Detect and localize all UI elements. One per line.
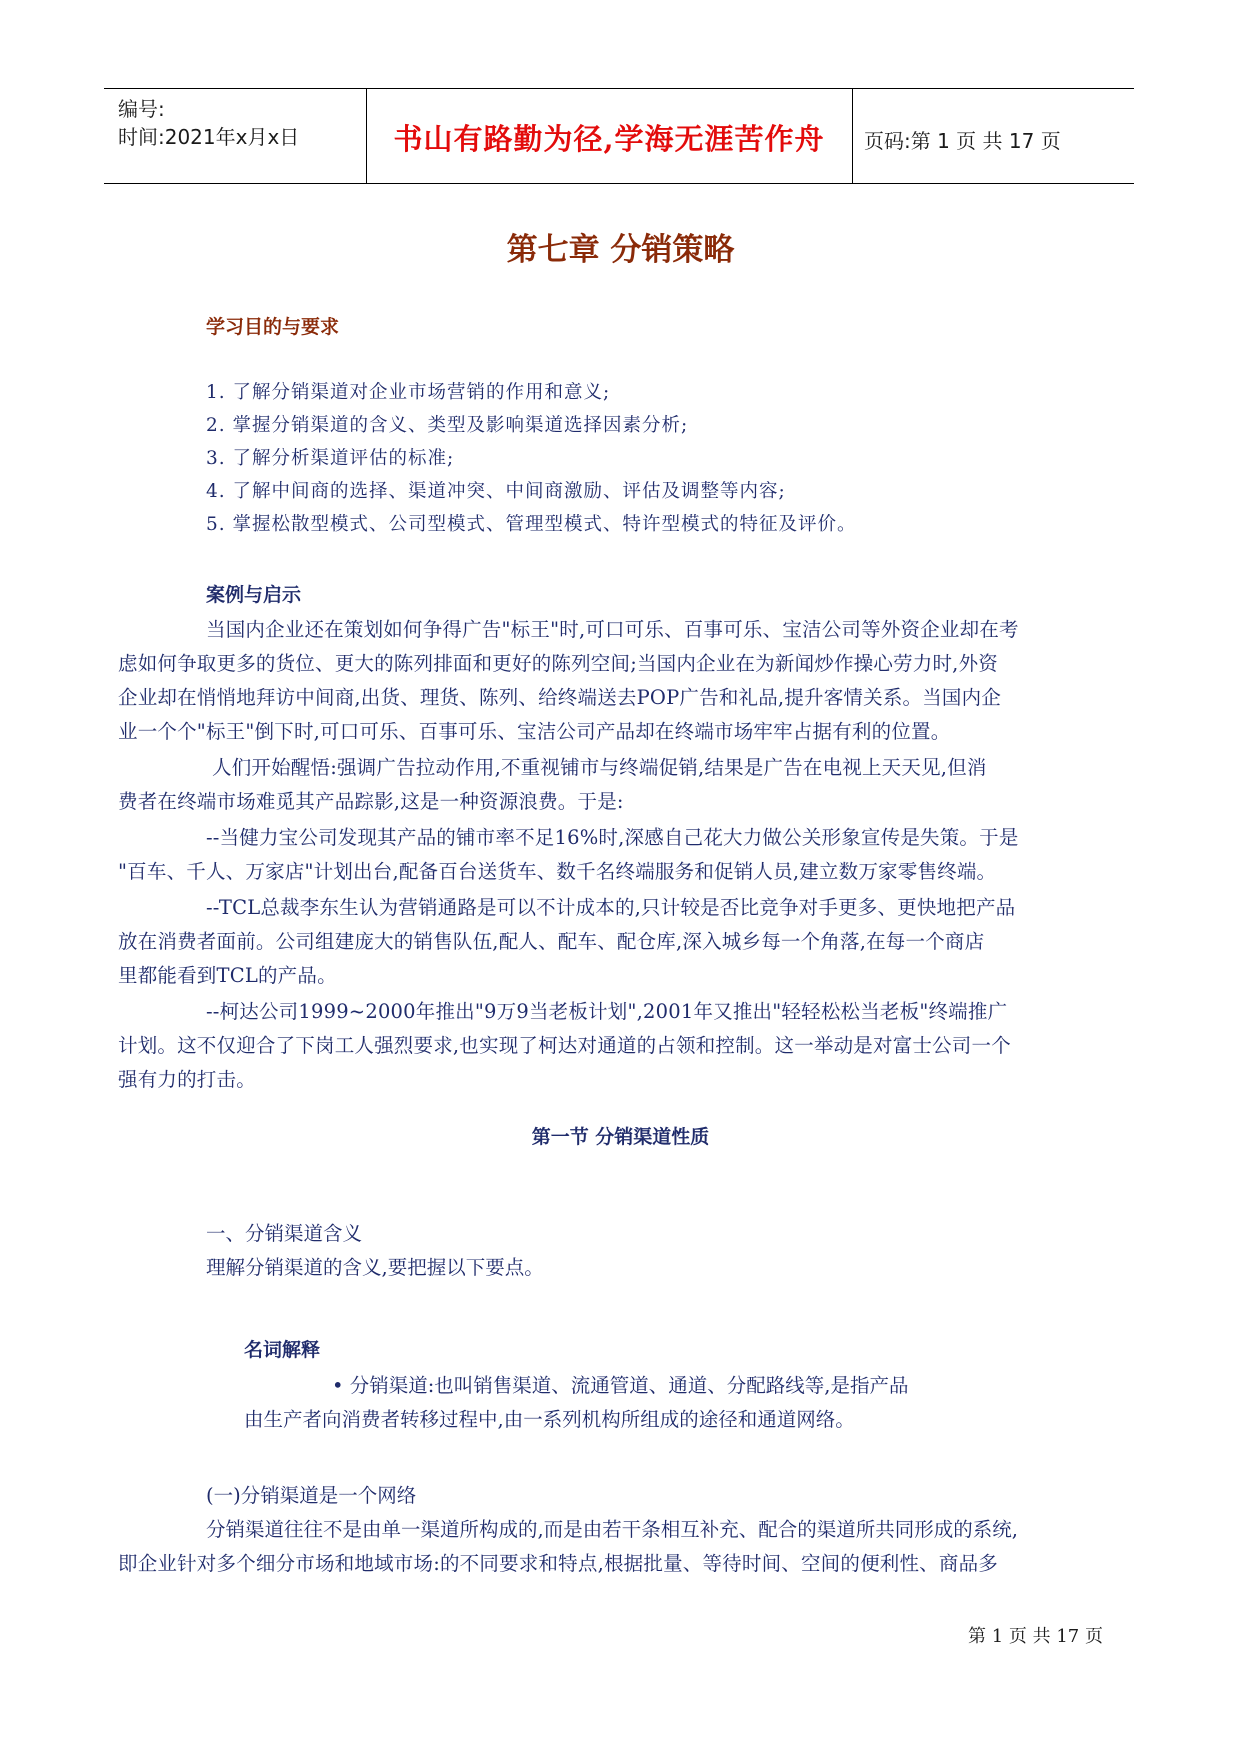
- subsection-heading: (一)分销渠道是一个网络: [206, 1484, 417, 1507]
- objective-item: 5. 掌握松散型模式、公司型模式、管理型模式、特许型模式的特征及评价。: [206, 514, 857, 535]
- case-line: "百车、千人、万家店"计划出台,配备百台送货车、数千名终端服务和促销人员,建立数万家零售终端。: [118, 860, 997, 883]
- case-line: 业一个个"标王"倒下时,可口可乐、百事可乐、宝洁公司产品却在终端市场牢牢占据有利的位置。: [118, 720, 951, 743]
- objective-item: 2. 掌握分销渠道的含义、类型及影响渠道选择因素分析;: [206, 415, 689, 436]
- case-line: --当健力宝公司发现其产品的铺市率不足16%时,深感自己花大力做公关形象宣传是失策。于是: [206, 826, 1019, 849]
- time-label: 时间:2021年x月x日: [118, 125, 300, 149]
- header-motto-cell: [366, 89, 853, 183]
- case-line: --柯达公司1999~2000年推出"9万9当老板计划",2001年又推出"轻轻松松当老板"终端推广: [206, 1000, 1008, 1023]
- case-line: 人们开始醒悟:强调广告拉动作用,不重视铺市与终端促销,结果是广告在电视上天天见,但消: [212, 756, 987, 779]
- case-line: 当国内企业还在策划如何争得广告"标王"时,可口可乐、百事可乐、宝洁公司等外资企业却在考: [206, 618, 1019, 641]
- motto: 书山有路勤为径,学海无涯苦作舟: [393, 122, 825, 156]
- subsection-line: 即企业针对多个细分市场和地域市场:的不同要求和特点,根据批量、等待时间、空间的便利性、商品多: [118, 1552, 998, 1575]
- case-line: 放在消费者面前。公司组建庞大的销售队伍,配人、配车、配仓库,深入城乡每一个角落,在每一个商店: [118, 930, 985, 953]
- case-line: --TCL总裁李东生认为营销通路是可以不计成本的,只计较是否比竞争对手更多、更快地把产品: [206, 896, 1016, 919]
- page-code: 页码:第 1 页 共 17 页: [864, 129, 1061, 153]
- case-line: 计划。这不仅迎合了下岗工人强烈要求,也实现了柯达对通道的占领和控制。这一举动是对富士公司一个: [118, 1034, 1011, 1057]
- page-footer: 第 1 页 共 17 页: [968, 1626, 1103, 1647]
- header-page-cell: [852, 89, 1134, 183]
- number-label: 编号:: [118, 97, 165, 121]
- case-line: 强有力的打击。: [118, 1068, 256, 1091]
- part1-intro: 理解分销渠道的含义,要把握以下要点。: [206, 1256, 544, 1279]
- part1-heading: 一、分销渠道含义: [206, 1222, 363, 1245]
- header-info-cell: [104, 89, 367, 183]
- subsection-line: 分销渠道往往不是由单一渠道所构成的,而是由若干条相互补充、配合的渠道所共同形成的系统,: [206, 1518, 1018, 1541]
- header-table: [104, 88, 1134, 184]
- chapter-title: 第七章 分销策略: [506, 232, 735, 268]
- objective-item: 4. 了解中间商的选择、渠道冲突、中间商激励、评估及调整等内容;: [206, 481, 786, 502]
- objective-item: 1. 了解分销渠道对企业市场营销的作用和意义;: [206, 382, 611, 403]
- term-line: • 分销渠道:也叫销售渠道、流通管道、通道、分配路线等,是指产品: [332, 1374, 909, 1397]
- case-line: 企业却在悄悄地拜访中间商,出货、理货、陈列、给终端送去POP广告和礼品,提升客情关系。当国内企: [118, 686, 1002, 709]
- term-line: 由生产者向消费者转移过程中,由一系列机构所组成的途径和通道网络。: [244, 1408, 855, 1431]
- term-heading: 名词解释: [244, 1339, 321, 1361]
- case-line: 虑如何争取更多的货位、更大的陈列排面和更好的陈列空间;当国内企业在为新闻炒作操心劳力时,外资: [118, 652, 998, 675]
- section-title: 第一节 分销渠道性质: [531, 1126, 710, 1148]
- case-line: 里都能看到TCL的产品。: [118, 964, 337, 987]
- objectives-heading: 学习目的与要求: [206, 316, 340, 338]
- case-heading: 案例与启示: [206, 584, 302, 606]
- objective-item: 3. 了解分析渠道评估的标准;: [206, 448, 455, 469]
- case-line: 费者在终端市场难觅其产品踪影,这是一种资源浪费。于是:: [118, 790, 624, 813]
